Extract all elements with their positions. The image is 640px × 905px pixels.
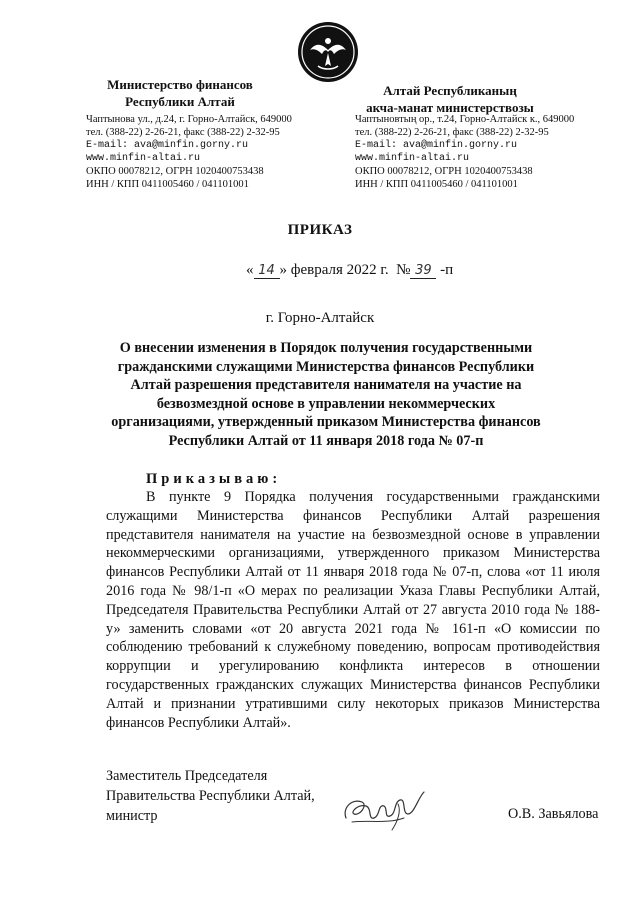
signatory-line: Заместитель Председателя xyxy=(106,768,268,784)
ministry-name-altai xyxy=(345,82,555,116)
contact-block-russian xyxy=(86,113,316,191)
contact-line: www.minfin-altai.ru xyxy=(86,153,201,164)
contact-line: Чаптыновтың ор., т.24, Горно-Алтайск к., 649000 xyxy=(355,114,575,125)
contact-line: E-mail: ava@minfin.gorny.ru xyxy=(86,140,249,151)
contact-line: тел. (388-22) 2-26-21, факс (388-22) 2-32-95 xyxy=(86,127,280,138)
order-word: Приказываю: xyxy=(146,471,282,487)
number-suffix: -п xyxy=(440,262,454,278)
document-subject: О внесении изменения в Порядок получения государственными гражданскими служащими Министерства финансов Республики Алтай разрешения представителя нанимателя на участие на безвозмездной основе в управлении некоммерческих организациями, утвержденный приказом Министерства финансов Республики Алтай от 11 января 2018 года № 07-п xyxy=(111,340,541,449)
document-body: В пункте 9 Порядка получения государственными гражданскими служащими Министерства финансов Республики Алтай разрешения представителя нанимателя на участие на безвозмездной основе в управлении некоммерческими организациями, утвержденного приказом Министерства финансов Республики Алтай от 11 января 2018 года № 07-п, слова «от 11 июля 2016 года № 98/1-п «О мерах по реализации Указа Главы Республики Алтай, Председателя Правительства Республики Алтай от 27 августа 2010 года № 188-у» заменить словами «от 20 августа 2021 года № 161-п «О комиссии по соблюдению требований к служебному поведению, вопросам противодействия коррупции и урегулированию конфликта интересов в отношении государственных гражданских служащих Министерства финансов Республики Алтай и признании утратившими силу некоторых приказов Министерства финансов Республики Алтай». xyxy=(106,489,600,731)
contact-block-altai xyxy=(355,113,595,191)
contact-line: ИНН / КПП 0411005460 / 041101001 xyxy=(86,179,249,190)
document-date-line xyxy=(246,262,453,279)
contact-line: тел. (388-22) 2-26-21, факс (388-22) 2-32-95 xyxy=(355,127,549,138)
contact-line: ОКПО 00078212, ОГРН 1020400753438 xyxy=(355,166,533,177)
contact-line: ИНН / КПП 0411005460 / 041101001 xyxy=(355,179,518,190)
signatory-line: министр xyxy=(106,808,158,824)
org-name-line: Республики Алтай xyxy=(125,94,235,109)
document-city: г. Горно-Алтайск xyxy=(265,310,375,326)
contact-line: Чаптынова ул., д.24, г. Горно-Алтайск, 649000 xyxy=(86,114,292,125)
org-name-line: Алтай Республиканың xyxy=(383,83,517,98)
document-number-handwritten: 39 xyxy=(410,264,436,279)
org-name-line: акча-манат министерствозы xyxy=(366,100,534,115)
altai-republic-emblem-icon xyxy=(296,20,360,84)
number-label: № xyxy=(396,262,411,278)
signatory-line: Правительства Республики Алтай, xyxy=(106,788,315,804)
handwritten-signature-icon xyxy=(338,784,438,834)
contact-line: ОКПО 00078212, ОГРН 1020400753438 xyxy=(86,166,264,177)
contact-line: www.minfin-altai.ru xyxy=(355,153,470,164)
date-open-quote: « xyxy=(246,262,254,278)
document-title: ПРИКАЗ xyxy=(287,222,353,238)
org-name-line: Министерство финансов xyxy=(107,77,253,92)
date-day-handwritten: 14 xyxy=(254,264,280,279)
signatory-name: О.В. Завьялова xyxy=(508,806,599,822)
date-month-year: » февраля 2022 г. xyxy=(279,262,389,278)
signatory-position xyxy=(106,766,315,826)
contact-line: E-mail: ava@minfin.gorny.ru xyxy=(355,140,518,151)
ministry-name-russian xyxy=(80,76,280,110)
